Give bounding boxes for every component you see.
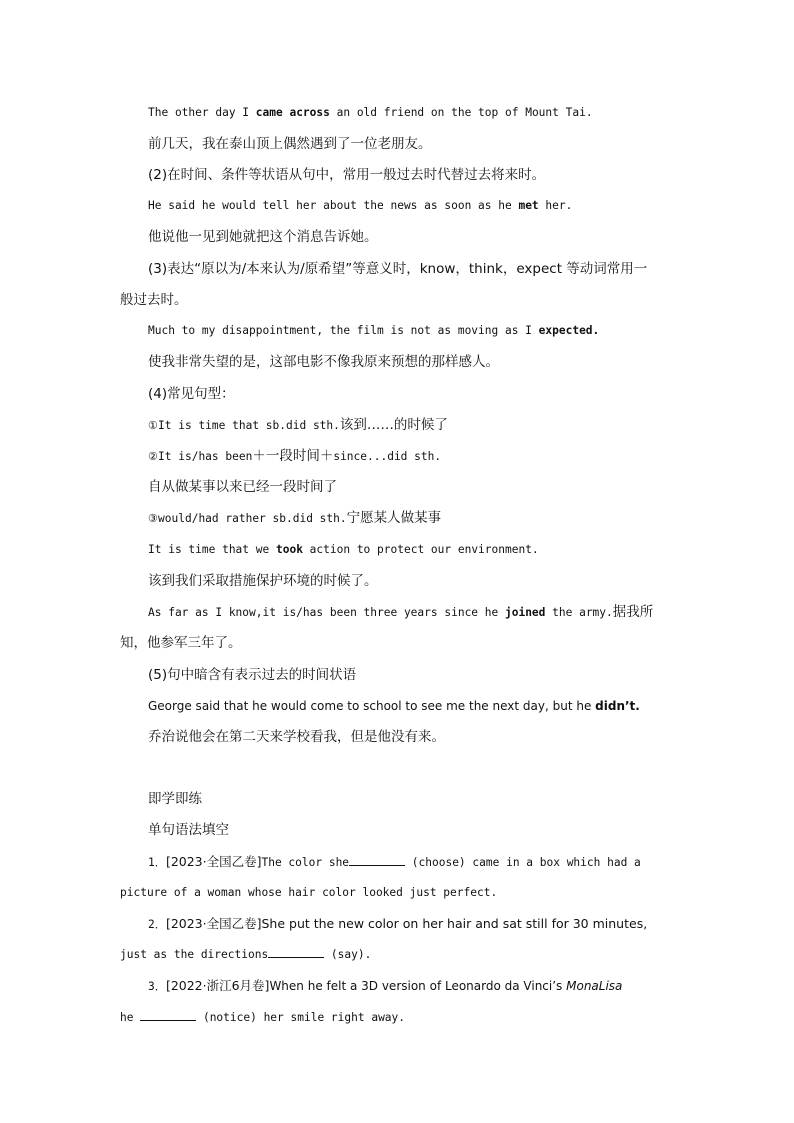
example-text: her. bbox=[538, 199, 573, 212]
question-text: he bbox=[120, 1011, 141, 1024]
translation-didnt: 乔治说他会在第二天来学校看我，但是他没有来。 bbox=[148, 729, 445, 745]
question-2-line-2 bbox=[0, 946, 794, 964]
pattern-3 bbox=[0, 509, 794, 527]
question-1 bbox=[0, 853, 794, 871]
example-text: He said he would tell her about the news as soon as he bbox=[148, 199, 519, 212]
artwork-title: MonaLisa bbox=[566, 979, 623, 993]
example-keyword: came across bbox=[255, 106, 330, 119]
pattern-english: since...did sth. bbox=[333, 450, 442, 463]
example-keyword: joined bbox=[504, 606, 546, 619]
practice-subheading: 单句语法填空 bbox=[148, 822, 229, 838]
question-text: (say). bbox=[324, 948, 372, 961]
pattern-2 bbox=[0, 447, 794, 465]
answer-blank[interactable] bbox=[349, 854, 405, 866]
example-took bbox=[0, 541, 794, 559]
pattern-chinese: 宁愿某人做某事 bbox=[346, 510, 442, 526]
pattern-chinese: 该到……的时候了 bbox=[339, 417, 448, 433]
example-joined bbox=[0, 603, 794, 621]
translation-text: 据我所 bbox=[612, 604, 654, 620]
pattern-english: ②It is/has been bbox=[148, 450, 253, 463]
example-text: an old friend on the top of Mount Tai. bbox=[329, 106, 593, 119]
question-number: 1． bbox=[148, 856, 166, 869]
translation-took: 该到我们采取措施保护环境的时候了。 bbox=[148, 573, 378, 589]
example-text: the army. bbox=[545, 606, 613, 619]
question-source: [2022·浙江6月卷] bbox=[165, 978, 270, 993]
translation-expected: 使我非常失望的是，这部电影不像我原来预想的那样感人。 bbox=[148, 354, 499, 370]
question-text: The color she bbox=[261, 856, 350, 869]
question-3-line-2 bbox=[0, 1009, 794, 1027]
rule-4: (4)常见句型： bbox=[148, 386, 235, 402]
pattern-1 bbox=[0, 416, 794, 434]
example-text: action to protect our environment. bbox=[302, 543, 539, 556]
question-source: [2023·全国乙卷] bbox=[165, 916, 262, 931]
example-keyword: didn’t. bbox=[595, 699, 640, 713]
translation-joined: 知，他参军三年了。 bbox=[120, 635, 242, 651]
rule-3-line-2: 般过去时。 bbox=[120, 292, 188, 308]
example-text: As far as I know,it is/has been three years since he bbox=[148, 606, 505, 619]
question-number: 3． bbox=[148, 980, 166, 993]
question-number: 2． bbox=[148, 918, 166, 931]
question-2 bbox=[0, 915, 794, 933]
example-keyword: expected. bbox=[538, 324, 600, 337]
example-met bbox=[0, 197, 794, 215]
example-keyword: took bbox=[275, 543, 303, 556]
example-didnt bbox=[0, 697, 794, 715]
rule-2: (2)在时间、条件等状语从句中，常用一般过去时代替过去将来时。 bbox=[148, 167, 546, 183]
question-text: (choose) came in a box which had a bbox=[405, 856, 641, 869]
example-text: George said that he would come to school to see me the next day, but he bbox=[148, 699, 596, 713]
question-1-line-2: picture of a woman whose hair color looked just perfect. bbox=[120, 886, 498, 899]
pattern-2-translation: 自从做某事以来已经一段时间了 bbox=[148, 479, 337, 495]
example-text: Much to my disappointment, the film is not as moving as I bbox=[148, 324, 539, 337]
rule-5: (5)句中暗含有表示过去的时间状语 bbox=[148, 667, 357, 683]
pattern-chinese: ＋一段时间＋ bbox=[252, 448, 334, 464]
question-source: [2023·全国乙卷] bbox=[165, 854, 262, 869]
example-expected bbox=[0, 322, 794, 340]
example-text: It is time that we bbox=[148, 543, 276, 556]
practice-heading: 即学即练 bbox=[148, 791, 202, 807]
answer-blank[interactable] bbox=[268, 946, 324, 958]
translation-come-across: 前几天，我在泰山顶上偶然遇到了一位老朋友。 bbox=[148, 136, 432, 152]
question-text: She put the new color on her hair and sat still for 30 minutes, bbox=[261, 916, 648, 931]
question-text: (notice) her smile right away. bbox=[196, 1011, 406, 1024]
example-come-across bbox=[0, 104, 794, 122]
question-3 bbox=[0, 977, 794, 995]
pattern-english: ③would/had rather sb.did sth. bbox=[148, 512, 347, 525]
translation-met: 他说他一见到她就把这个消息告诉她。 bbox=[148, 229, 378, 245]
question-text: When he felt a 3D version of Leonardo da Vinci’s bbox=[269, 979, 567, 993]
example-keyword: met bbox=[518, 199, 539, 212]
rule-3-line-1: (3)表达“原以为/本来认为/原希望”等意义时，know，think，expect 等动词常用一 bbox=[148, 261, 648, 277]
question-text: just as the directions bbox=[120, 948, 269, 961]
example-text: The other day I bbox=[148, 106, 256, 119]
pattern-english: ①It is time that sb.did sth. bbox=[148, 419, 340, 432]
answer-blank[interactable] bbox=[140, 1009, 196, 1021]
